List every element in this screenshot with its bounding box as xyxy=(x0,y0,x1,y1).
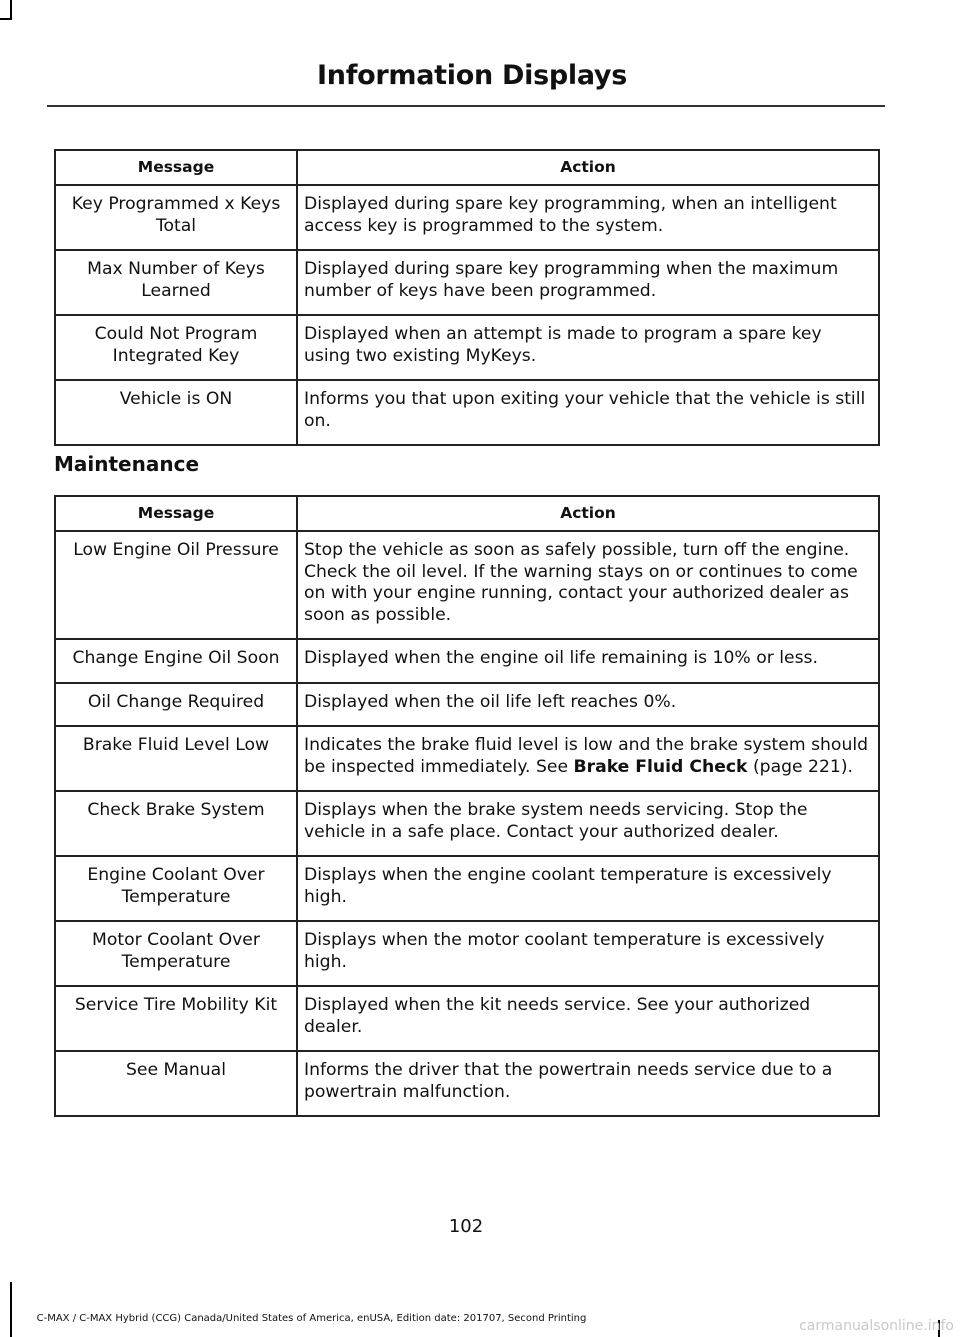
action-cell: Displayed during spare key programming, when an intelligent access key is programmed to the system. xyxy=(297,185,879,250)
message-cell: Vehicle is ON xyxy=(55,380,297,445)
footer-edition-text: C-MAX / C-MAX Hybrid (CCG) Canada/United States of America, enUSA, Edition date: 201707, Second Printing xyxy=(36,1313,587,1324)
cross-reference-link[interactable]: Brake Fluid Check xyxy=(573,756,748,777)
table-row xyxy=(55,683,879,727)
message-cell: Change Engine Oil Soon xyxy=(55,639,297,683)
maintenance-messages-table xyxy=(54,495,880,1117)
column-header-message: Message xyxy=(55,496,297,531)
action-cell: Displays when the motor coolant temperature is excessively high. xyxy=(297,921,879,986)
action-text: Indicates the brake fluid level is low and the brake system should be inspected immediately. See xyxy=(304,735,869,777)
message-cell: Check Brake System xyxy=(55,791,297,856)
table-row xyxy=(55,531,879,639)
watermark: carmanualsonline.info xyxy=(799,1318,954,1334)
page-number: 102 xyxy=(448,1216,484,1237)
action-cell: Informs the driver that the powertrain needs service due to a powertrain malfunction. xyxy=(297,1051,879,1116)
action-cell: Displayed when the kit needs service. See your authorized dealer. xyxy=(297,986,879,1051)
table-row xyxy=(55,315,879,380)
message-cell: Motor Coolant Over Temperature xyxy=(55,921,297,986)
section-heading-maintenance: Maintenance xyxy=(54,452,200,476)
action-cell: Informs you that upon exiting your vehicle that the vehicle is still on. xyxy=(297,380,879,445)
action-cell: Displays when the engine coolant temperature is excessively high. xyxy=(297,856,879,921)
action-cell: Displayed when the oil life left reaches 0%. xyxy=(297,683,879,727)
title-divider xyxy=(47,105,885,107)
table-row xyxy=(55,726,879,791)
key-messages-table xyxy=(54,149,880,446)
table-row xyxy=(55,986,879,1051)
table-row xyxy=(55,791,879,856)
message-cell: Service Tire Mobility Kit xyxy=(55,986,297,1051)
column-header-action: Action xyxy=(297,496,879,531)
page-reference: (page 221). xyxy=(747,756,854,777)
crop-mark xyxy=(0,18,12,20)
message-cell: Brake Fluid Level Low xyxy=(55,726,297,791)
table-header-row xyxy=(55,496,879,531)
table-row xyxy=(55,250,879,315)
action-cell xyxy=(297,726,879,791)
message-cell: Engine Coolant Over Temperature xyxy=(55,856,297,921)
message-cell: Max Number of Keys Learned xyxy=(55,250,297,315)
table-row xyxy=(55,185,879,250)
message-cell: Low Engine Oil Pressure xyxy=(55,531,297,639)
table-row xyxy=(55,856,879,921)
action-cell: Displayed when an attempt is made to program a spare key using two existing MyKeys. xyxy=(297,315,879,380)
message-cell: See Manual xyxy=(55,1051,297,1116)
action-cell: Stop the vehicle as soon as safely possible, turn off the engine. Check the oil level. If the warning stays on or continues to come on with your engine running, contact your authorized dealer as soon as possible. xyxy=(297,531,879,639)
table-row xyxy=(55,639,879,683)
message-cell: Key Programmed x Keys Total xyxy=(55,185,297,250)
action-cell: Displayed during spare key programming when the maximum number of keys have been programmed. xyxy=(297,250,879,315)
table-row xyxy=(55,1051,879,1116)
message-cell: Could Not Program Integrated Key xyxy=(55,315,297,380)
message-cell: Oil Change Required xyxy=(55,683,297,727)
column-header-action: Action xyxy=(297,150,879,185)
action-cell: Displays when the brake system needs servicing. Stop the vehicle in a safe place. Contact your authorized dealer. xyxy=(297,791,879,856)
table-row xyxy=(55,921,879,986)
table-row xyxy=(55,380,879,445)
crop-mark xyxy=(10,1282,12,1337)
page-title: Information Displays xyxy=(317,60,627,91)
table-header-row xyxy=(55,150,879,185)
action-cell: Displayed when the engine oil life remaining is 10% or less. xyxy=(297,639,879,683)
column-header-message: Message xyxy=(55,150,297,185)
crop-mark xyxy=(10,0,12,18)
